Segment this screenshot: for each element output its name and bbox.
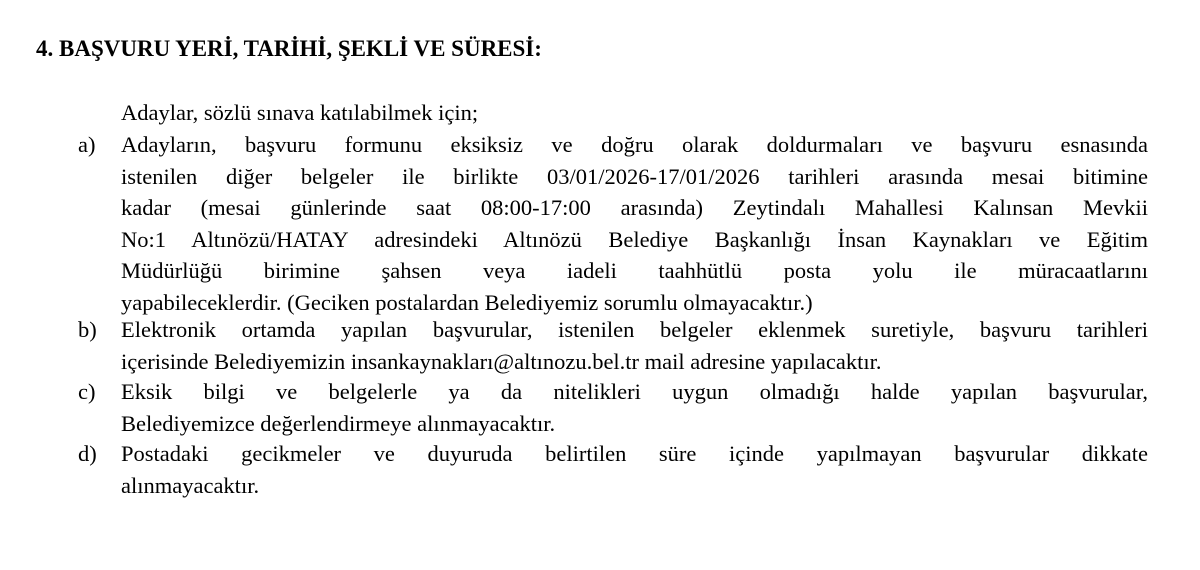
list-marker-d: d) (78, 441, 97, 466)
section-heading: 4. BAŞVURU YERİ, TARİHİ, ŞEKLİ VE SÜRESİ: (36, 36, 542, 61)
list-item-a-line-5: Müdürlüğü birimine şahsen veya iadeli taahhütlü posta yolu ile müracaatlarını (121, 258, 1148, 283)
list-item-b-line-2: içerisinde Belediyemizin insankaynakları@altınozu.bel.tr mail adresine yapılacaktır. (121, 348, 882, 374)
list-item-b-text (121, 314, 1148, 377)
list-marker-a: a) (78, 132, 96, 157)
list-item-c-line-1: Eksik bilgi ve belgelerle ya da nitelikleri uygun olmadığı halde yapılan başvurular, (121, 379, 1148, 404)
list-item-a-line-1: Adayların, başvuru formunu eksiksiz ve doğru olarak doldurmaları ve başvuru esnasında (121, 132, 1148, 157)
list-marker-c: c) (78, 379, 96, 404)
list-item-a-line-3: kadar (mesai günlerinde saat 08:00-17:00 arasında) Zeytindalı Mahallesi Kalınsan Mevkii (121, 195, 1148, 220)
list-item-a-line-4: No:1 Altınözü/HATAY adresindeki Altınözü Belediye Başkanlığı İnsan Kaynakları ve Eğitim (121, 226, 1148, 252)
list-marker-b: b) (78, 317, 97, 342)
list-item-d-line-2: alınmayacaktır. (121, 472, 260, 498)
list-item-c-line-2: Belediyemizce değerlendirmeye alınmayacaktır. (121, 410, 556, 436)
list-item-a-line-2: istenilen diğer belgeler ile birlikte 03/01/2026-17/01/2026 tarihleri arasında mesai bitimine (121, 163, 1148, 189)
list-item-d-line-1: Postadaki gecikmeler ve duyuruda belirtilen süre içinde yapılmayan başvurular dikkate (121, 441, 1148, 466)
intro-paragraph: Adaylar, sözlü sınava katılabilmek için; (121, 100, 479, 125)
list-item-a-text (121, 129, 1148, 318)
list-item-a-line-6: yapabileceklerdir. (Geciken postalardan Belediyemiz sorumlu olmayacaktır.) (121, 289, 813, 315)
list-item-b-line-1: Elektronik ortamda yapılan başvurular, istenilen belgeler eklenmek suretiyle, başvuru tarihleri (121, 317, 1148, 342)
list-item-c-text (121, 376, 1148, 439)
list-item-d-text (121, 438, 1148, 501)
